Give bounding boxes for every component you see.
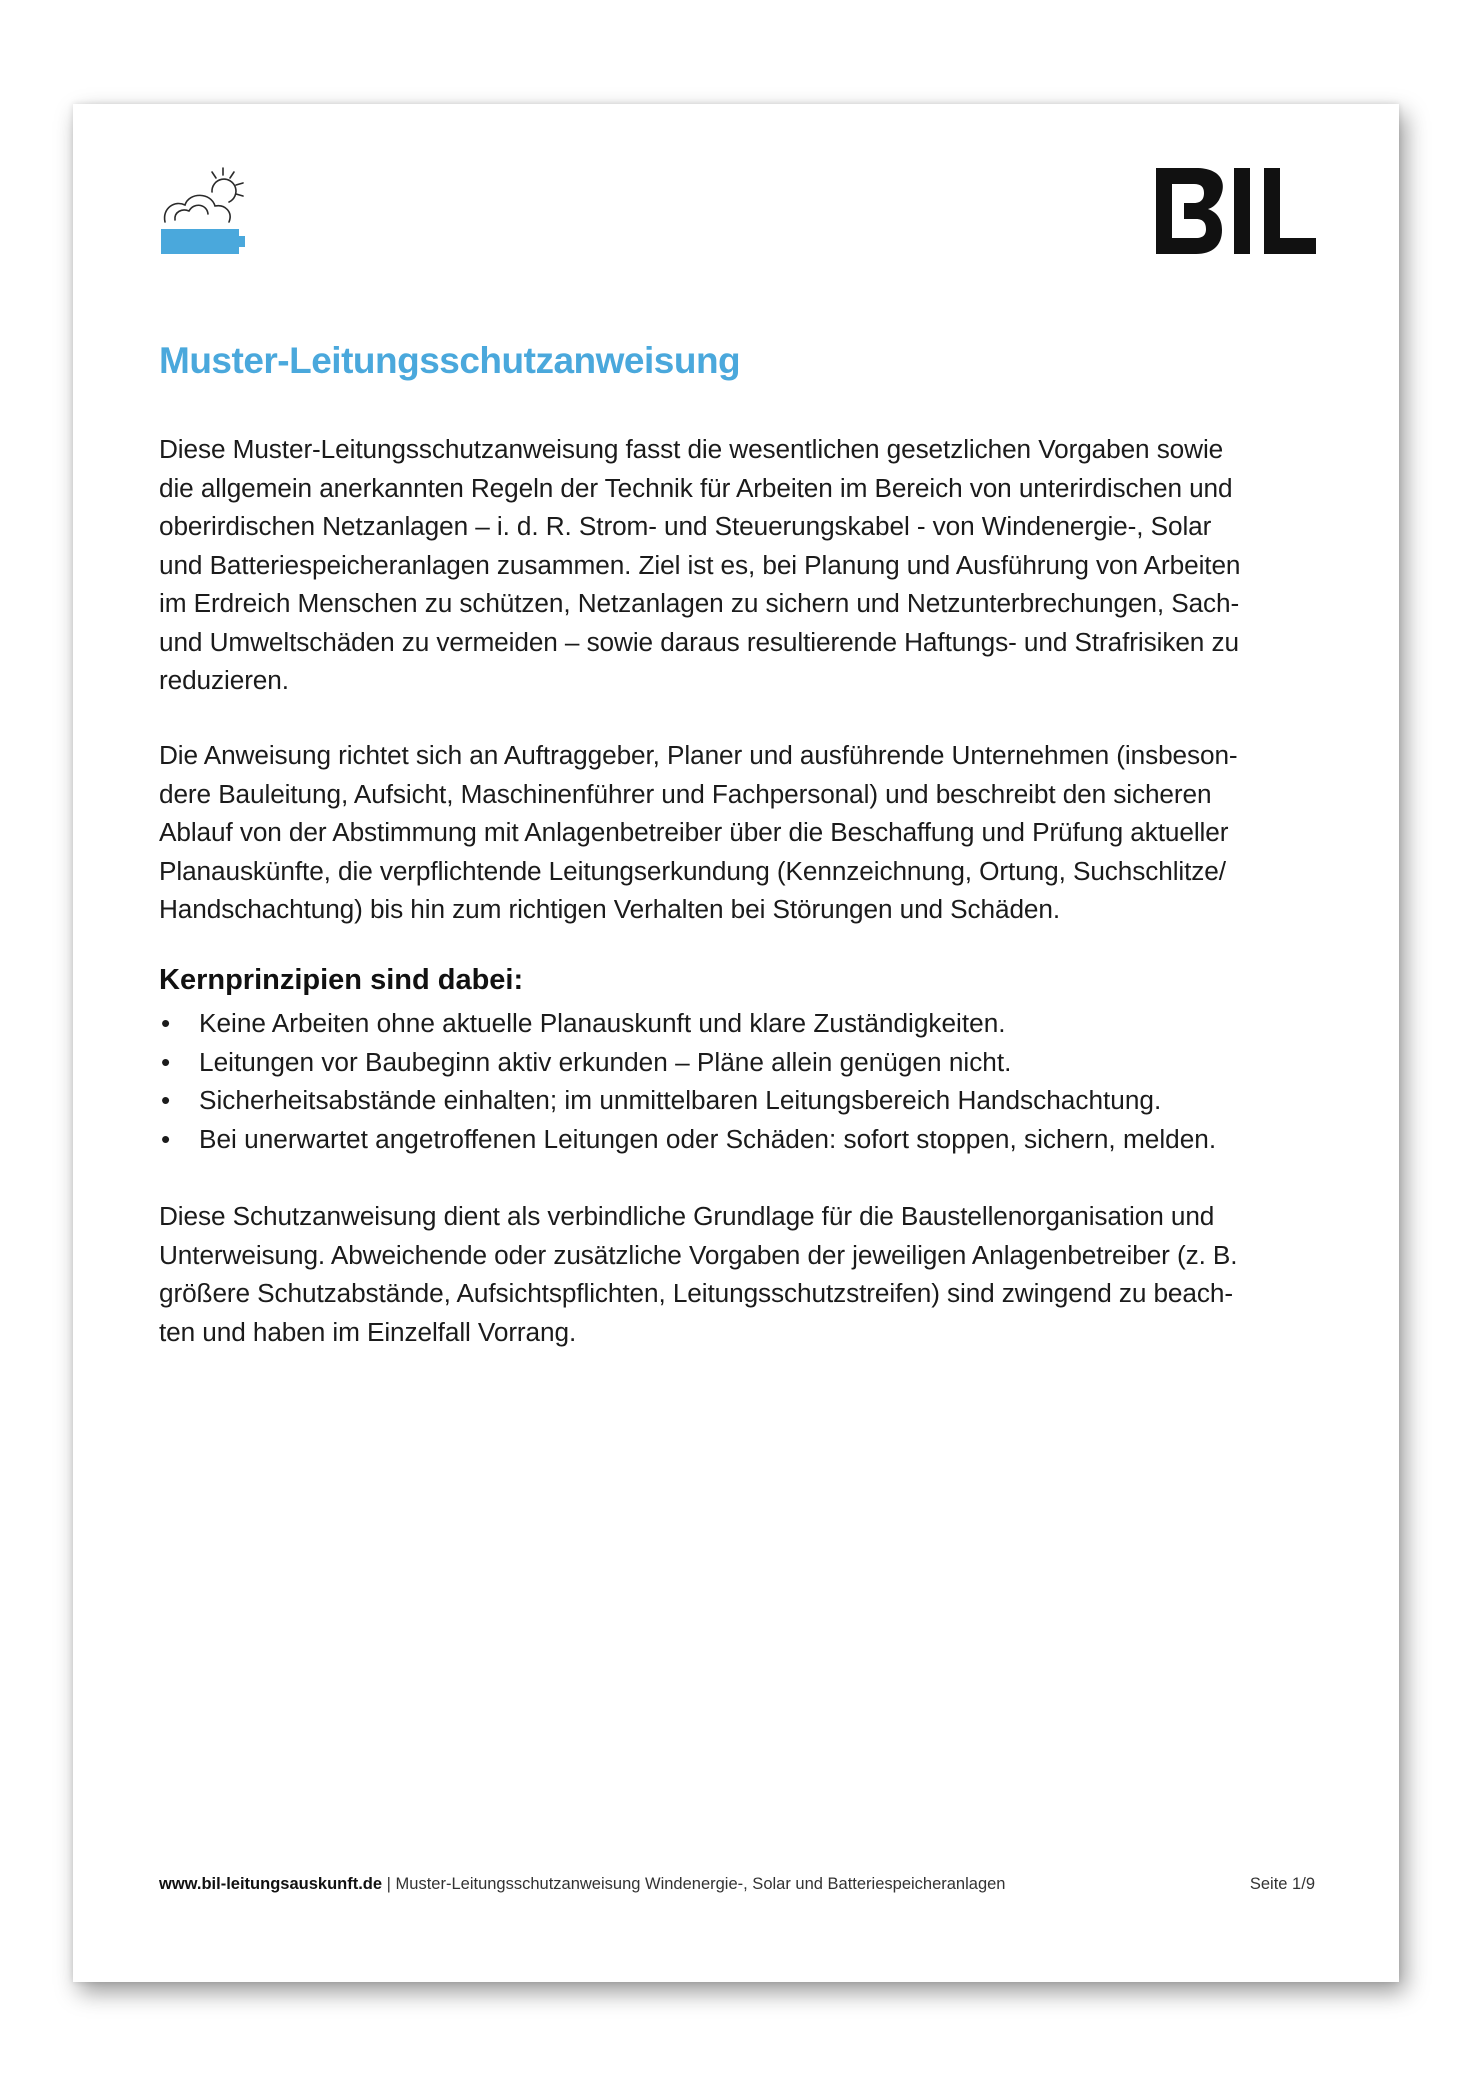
paragraph-line: Diese Muster-Leitungsschutzanweisung fasst die wesentlichen gesetzlichen Vorgaben sowie: [159, 434, 1224, 464]
bullet-icon: •: [161, 1046, 171, 1077]
list-item: [159, 1120, 1216, 1159]
bullet-icon: •: [161, 1008, 171, 1038]
paragraph-line: dere Bauleitung, Aufsicht, Maschinenführer und Fachpersonal) und beschreibt den sicheren: [159, 778, 1212, 809]
principles-heading: Kernprinzipien sind dabei:: [159, 964, 524, 996]
cloud-sun-battery-icon: [159, 164, 247, 256]
document-page: [73, 104, 1399, 1982]
list-item-text: Bei unerwartet angetroffenen Leitungen oder Schäden: sofort stoppen, sichern, melden.: [199, 1123, 1217, 1154]
scope-paragraph: [159, 736, 1315, 929]
paragraph-line: Handschachtung) bis hin zum richtigen Verhalten bei Störungen und Schäden.: [159, 894, 1061, 924]
page-number: Seite 1/9: [1249, 1875, 1315, 1893]
paragraph-line: reduzieren.: [159, 665, 289, 695]
list-item-text: Keine Arbeiten ohne aktuelle Planauskunft und klare Zuständigkeiten.: [199, 1008, 1006, 1038]
list-item: [159, 1043, 1216, 1082]
bil-logo: [1156, 168, 1316, 254]
paragraph-line: Die Anweisung richtet sich an Auftraggeber, Planer und ausführende Unternehmen (insbeson-: [159, 740, 1238, 770]
list-item-text: Sicherheitsabstände einhalten; im unmittelbaren Leitungsbereich Handschachtung.: [199, 1085, 1162, 1115]
list-item-text: Leitungen vor Baubeginn aktiv erkunden – Pläne allein genügen nicht.: [199, 1046, 1012, 1077]
closing-paragraph: [159, 1197, 1315, 1351]
intro-paragraph: [159, 430, 1315, 700]
footer-url[interactable]: www.bil-leitungsauskunft.de: [159, 1875, 383, 1893]
footer-description: Muster-Leitungsschutzanweisung Windenergie-, Solar und Batteriespeicheranlagen: [395, 1875, 1006, 1893]
bullet-icon: •: [161, 1123, 171, 1154]
list-item: [159, 1004, 1216, 1043]
paragraph-line: und Umweltschäden zu vermeiden – sowie daraus resultierende Haftungs- und Strafrisiken zu: [159, 626, 1239, 657]
principles-list: [159, 1004, 1216, 1158]
list-item: [159, 1081, 1216, 1120]
paragraph-line: und Batteriespeicheranlagen zusammen. Ziel ist es, bei Planung und Ausführung von Arbeiten: [159, 549, 1241, 580]
page-footer: [159, 1875, 1315, 1894]
bullet-icon: •: [161, 1085, 171, 1115]
paragraph-line: Unterweisung. Abweichende oder zusätzliche Vorgaben der jeweiligen Anlagenbetreiber (z. B.: [159, 1239, 1238, 1270]
paragraph-line: Ablauf von der Abstimmung mit Anlagenbetreiber über die Beschaffung und Prüfung aktueller: [159, 817, 1229, 847]
paragraph-line: die allgemein anerkannten Regeln der Technik für Arbeiten im Bereich von unterirdischen und: [159, 472, 1233, 503]
paragraph-line: größere Schutzabstände, Aufsichtspflichten, Leitungsschutzstreifen) sind zwingend zu beach-: [159, 1278, 1233, 1308]
document-title: Muster-Leitungsschutzanweisung: [159, 340, 741, 381]
paragraph-line: Diese Schutzanweisung dient als verbindliche Grundlage für die Baustellenorganisation und: [159, 1201, 1215, 1231]
paragraph-line: Planauskünfte, die verpflichtende Leitungserkundung (Kennzeichnung, Ortung, Suchschlitze/: [159, 855, 1226, 886]
paragraph-line: im Erdreich Menschen zu schützen, Netzanlagen zu sichern und Netzunterbrechungen, Sach-: [159, 588, 1240, 618]
footer-separator: |: [382, 1875, 396, 1893]
paragraph-line: oberirdischen Netzanlagen – i. d. R. Strom- und Steuerungskabel - von Windenergie-, Solar: [159, 511, 1212, 541]
paragraph-line: ten und haben im Einzelfall Vorrang.: [159, 1316, 577, 1347]
